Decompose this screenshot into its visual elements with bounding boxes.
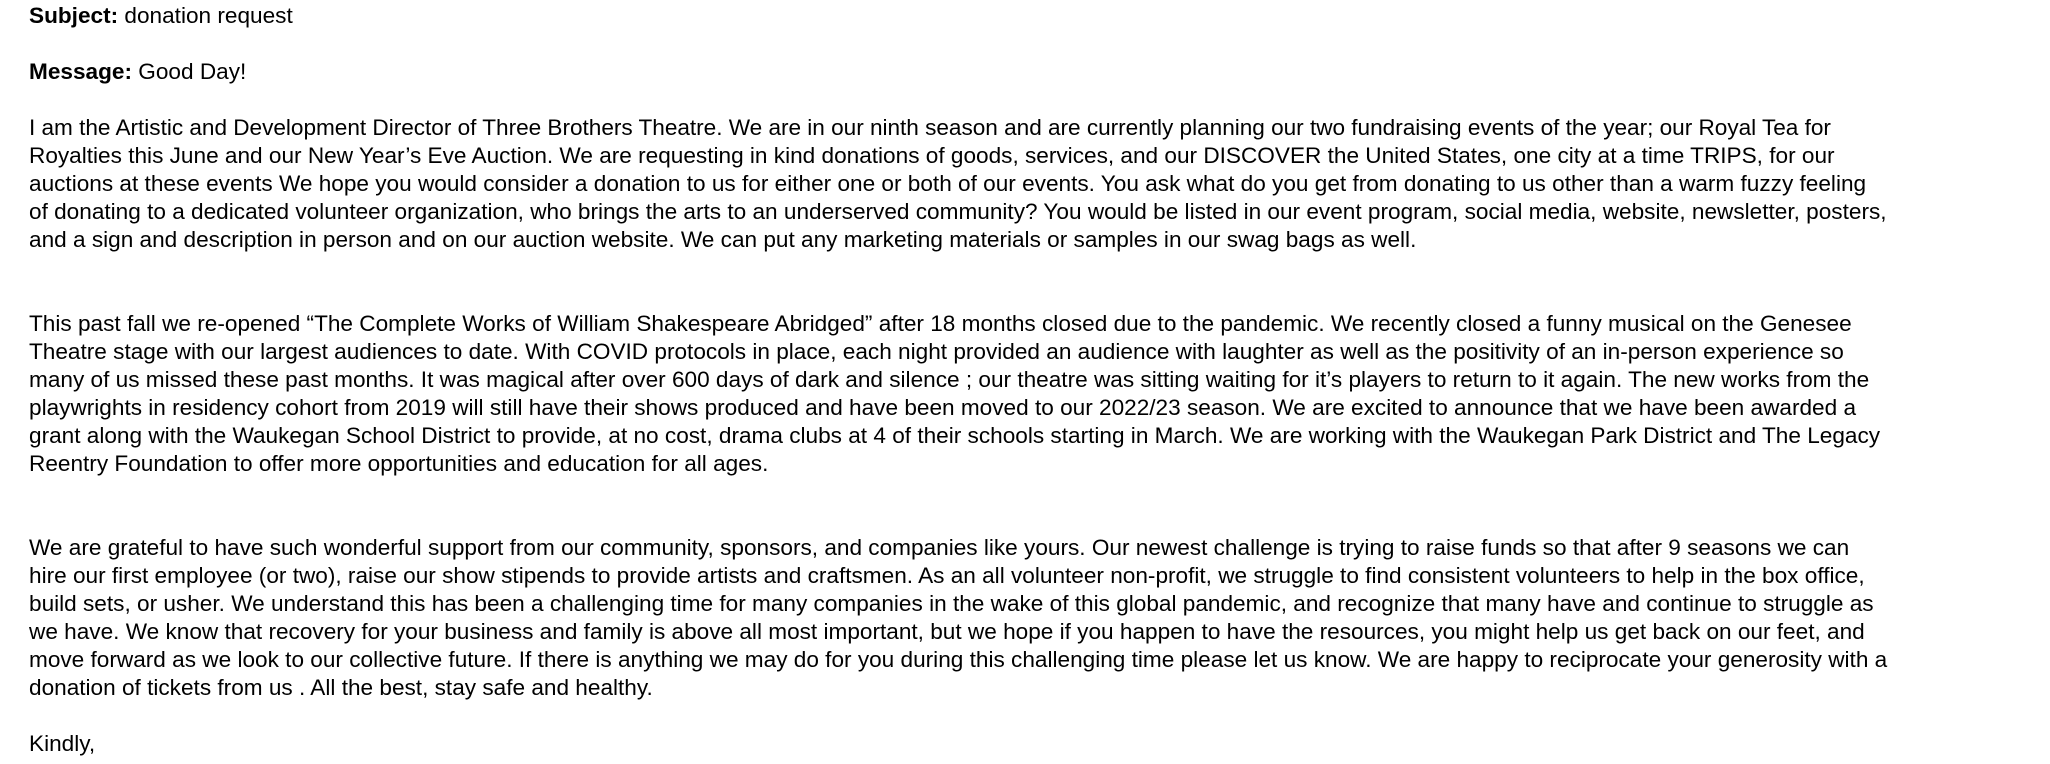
paragraph-line: playwrights in residency cohort from 2019 will still have their shows produced and have been moved to our 2022/23 season. We are excited to announce that we have been awarded a [29, 395, 1857, 420]
subject-label: Subject: [29, 3, 119, 28]
email-body [29, 0, 2034, 758]
paragraph-intro [29, 114, 2034, 254]
paragraph-line: hire our first employee (or two), raise our show stipends to provide artists and craftsmen. As an all volunteer non-profit, we struggle to find consistent volunteers to help in the box office, [29, 563, 1865, 588]
paragraph-line: donation of tickets from us . All the best, stay safe and healthy. [29, 675, 653, 700]
paragraph-line: many of us missed these past months. It was magical after over 600 days of dark and silence ; our theatre was sitting waiting for it’s players to return to it again. The new works from the [29, 367, 1870, 392]
paragraph-season-update [29, 310, 2034, 478]
message-label: Message: [29, 59, 132, 84]
paragraph-line: build sets, or usher. We understand this has been a challenging time for many companies in the wake of this global pandemic, and recognize that many have and continue to struggle as [29, 591, 1874, 616]
subject-line [29, 0, 2034, 30]
paragraph-line: We are grateful to have such wonderful support from our community, sponsors, and companies like yours. Our newest challenge is trying to raise funds so that after 9 seasons we can [29, 535, 1850, 560]
paragraph-line: of donating to a dedicated volunteer organization, who brings the arts to an underserved community? You would be listed in our event program, social media, website, newsletter, posters, [29, 199, 1887, 224]
paragraph-line: we have. We know that recovery for your business and family is above all most important, but we hope if you happen to have the resources, you might help us get back on our feet, and [29, 619, 1865, 644]
paragraph-line: and a sign and description in person and on our auction website. We can put any marketing materials or samples in our swag bags as well. [29, 227, 1417, 252]
paragraph-line: I am the Artistic and Development Director of Three Brothers Theatre. We are in our ninth season and are currently planning our two fundraising events of the year; our Royal Tea for [29, 115, 1831, 140]
paragraph-line: grant along with the Waukegan School District to provide, at no cost, drama clubs at 4 of their schools starting in March. We are working with the Waukegan Park District and The Legacy [29, 423, 1881, 448]
paragraph-line: auctions at these events We hope you would consider a donation to us for either one or both of our events. You ask what do you get from donating to us other than a warm fuzzy feeling [29, 171, 1867, 196]
greeting: Good Day! [138, 59, 247, 84]
message-line [29, 58, 2034, 86]
paragraph-line: Royalties this June and our New Year’s Eve Auction. We are requesting in kind donations of goods, services, and our DISCOVER the United States, one city at a time TRIPS, for our [29, 143, 1835, 168]
paragraph-line: Theatre stage with our largest audiences to date. With COVID protocols in place, each night provided an audience with laughter as well as the positivity of an in-person experience so [29, 339, 1844, 364]
paragraph-gratitude [29, 534, 2034, 702]
paragraph-line: Reentry Foundation to offer more opportunities and education for all ages. [29, 451, 769, 476]
paragraph-line: move forward as we look to our collective future. If there is anything we may do for you during this challenging time please let us know. We are happy to reciprocate your generosity with a [29, 647, 1888, 672]
paragraph-line: This past fall we re-opened “The Complete Works of William Shakespeare Abridged” after 18 months closed due to the pandemic. We recently closed a funny musical on the Genesee [29, 311, 1852, 336]
subject-value: donation request [124, 3, 293, 28]
closing: Kindly, [29, 731, 96, 756]
